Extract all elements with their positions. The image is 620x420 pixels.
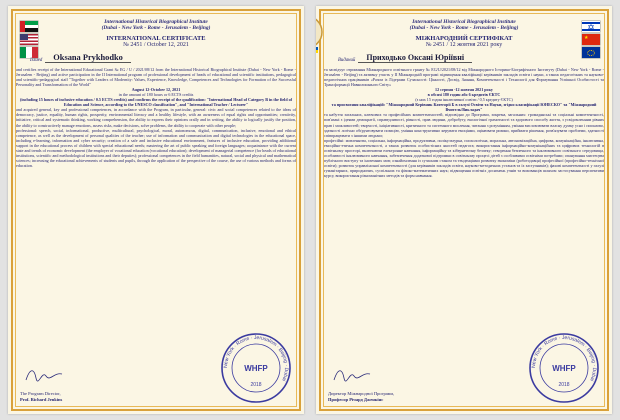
signature-icon	[24, 366, 64, 384]
inclusive-hours: (з них 15 годин інклюзивної освіти / 0,5 кредиту ЄКТС)	[415, 97, 513, 103]
issued-label: Issued	[30, 58, 43, 63]
certificate-body	[324, 67, 604, 178]
seal-ring-text: New York · Rome · Jerusalem · Beijing · Dubai	[530, 334, 598, 382]
institute-cities: (Dubai - New York - Rome - Jerusalem - Beijing)	[101, 25, 211, 31]
institute-title: International Historical Biographical Institute	[412, 19, 516, 25]
institute-seal-icon	[220, 332, 292, 404]
program-hours: в обсязі 180 годин або 6 кредитів ЄКТС	[427, 92, 501, 98]
ukrainian-certificate-page	[316, 6, 612, 414]
professional-competences-paragraph: professional: speech, social, informational, productive, multicultural, psychological, moral, autonomous, digital, communication, inclusive, emotional and ethical competence, as well as the development of personal qualities of the teacher; use of information and communication and digital technologies in the educational space, including e-learning, information and cyber security; creation of a safe and inclusive educational environment, features of inclusive education, providing additional support in the educational process of children with special educational needs; mastering the art of public speaking and foreign languages; acquaintance with the current state and trends of economic development (the employer of vocational education (vocational education); development of managerial competence (for heads of educational institutions, scientific and methodological institutions and their deputies); professional competences in the field humanities, natural, social and physical and mathematical sciences; increasing the educational achievements of students and pupils, through the application of the perspective of the course, the use of various methods and forms of education.	[16, 127, 296, 168]
signature-block	[20, 391, 62, 402]
signer-name: Професор Річард Дженкінс	[328, 396, 384, 402]
seal-ring-text: New York · Rome · Jerusalem · Beijing · Dubai	[222, 334, 290, 382]
certificate-title	[16, 35, 296, 48]
english-certificate-page	[8, 6, 304, 414]
program-hours: in the amount of 180 hours or 6 ECTS credits	[118, 92, 194, 98]
institute-header	[62, 19, 250, 31]
recipient-name: Oksana Prykhodko	[45, 53, 131, 63]
program-dates: August 12-October 12, 2021	[131, 87, 181, 93]
israel-flag-icon	[582, 21, 600, 32]
certificate-body	[16, 67, 296, 168]
program-dates: 12 серпня -12 жовтня 2021 року	[435, 87, 493, 93]
grant-paragraph: та засвідчує отримання Міжнародного освітнього гранту № EG/U/2021/08/12 від Міжнародного Історико-Біографічного Інституту (Dubai - New York - Rome - Jerusalem - Beijing) та активну участь у ІІ Міжнародній програмі підвищення кваліфікації керівників закладів освіти і науки, а також педагогічних та науково-педагогічних працівників «Разом із Лідерами Сучасності: Цінності, Досвід, Знання, Компетентності і Технології для Формування Успішної Особистості та Трансформації Навколишнього Світу»	[324, 67, 604, 88]
seal-center-text: WHFP	[244, 364, 268, 373]
institute-header	[370, 19, 558, 31]
certificate-number: № 2451 / October 12, 2021	[123, 42, 189, 48]
institute-cities: (Dubai - New York - Rome - Jerusalem - Beijing)	[409, 25, 519, 31]
general-competences-paragraph: and acquired general, key and professional competences, in accordance with the Program, in particular, general: civic and social competences related to the ideas of democracy, justice, equality, human rights, prosperity, environmental literacy and a healthy lifestyle, with an awareness of equal rights and opportunities; creativity, initiative, critical and systematic thinking, working comprehension, the ability to express their opinions orally and in writing, the ability to logically justify the position, the ability to constructively manage emotions, assess risks, make decisions, solve problems, the ability to cooperate with other people;	[16, 107, 296, 128]
seal-center-text: WHFP	[552, 364, 576, 373]
seal-year: 2018	[558, 382, 570, 388]
signer-role: Директор Міжнародної Програми,	[328, 391, 395, 396]
institute-seal-icon	[528, 332, 600, 404]
uae-flag-icon	[20, 21, 38, 32]
china-flag-icon: ★	[582, 34, 600, 45]
certificate-number: № 2451 / 12 жовтня 2021 року	[425, 42, 503, 48]
issued-label: Виданий	[338, 58, 356, 63]
professional-competences-paragraph: професійні: мовленнєва, соціальна, інформаційна, продуктивна, полікультурна, психологічна, моральна, автономізаційна, цифрова, комунікаційна, інклюзивна, емоційно-етична компетентності, а також розвиток особистісних якостей педагога; використання інформаційно-комунікаційних та цифрових технологій в освітньому просторі, включаючи електронне навчання, інформаційну та кібернетичну безпеку; створення безпечного та інклюзивного освітнього середовища, особливості інклюзивного навчання, забезпечення додаткової підтримки в освітньому процесі дітей з особливими освітніми потребами; опанування мистецтва публічного виступу та іноземних мов; ознайомлення із сучасним станом та тенденціями розвитку економіки (роботодавця) професійної (професійно-технічної освіти); розвиток управлінської компетентності (для керівників закладів освіти, науково-методичних установ та їх заступників); фахові компетентності у галузі гуманітарних, природничих, суспільних та фізико-математичних наук; підвищення освітніх досягнень учнів та вихованців шляхом застосування перспективи курсу, використання різноманітних методів та форм навчання.	[324, 137, 604, 178]
issued-row	[338, 53, 604, 63]
recipient-name: Приходько Оксані Юріївні	[358, 53, 472, 63]
certificate-title	[324, 35, 604, 48]
signature-icon	[332, 366, 372, 384]
signature-block	[328, 391, 394, 402]
seal-year: 2018	[250, 382, 262, 388]
grant-paragraph: and certifies receipt of the International Educational Grant № EG / U / 2021/08/12 from the International Historical Biographical Institute (Dubai - New York - Rome - Jerusalem - Beijing) and active participation in the II International program of professional development of heads of educational and scientific institutions, pedagogical and scientific-pedagogical staff "Together with Leaders of Modernity: Values, Experience, Knowledge, Competences and Technologies for Formation of the Successful Personality and Transformation of the World"	[16, 67, 296, 88]
institute-logo-icon	[316, 15, 324, 53]
issued-row	[30, 53, 296, 63]
institute-title: International Historical Biographical Institute	[104, 19, 208, 25]
certificate-title-text: МІЖНАРОДНИЙ СЕРТИФІКАТ	[415, 35, 513, 42]
general-competences-paragraph: та набуття загальних, ключових та професійних компетентностей, відповідно до Програми, зокрема, загальних: громадянські та соціальні компетентності, пов'язані з ідеями демократії, справедливості, рівності, прав людини, добробуту, екологічної грамотності та здорового способу життя, з усвідомленням рівних прав і можливостей; творчості, ініціативності, критичного та системного мислення, читання з розумінням, уміння висловлювати власну думку усно і письмово, здатності логічно обґрунтовувати позицію, уміння конструктивно керувати емоціями, оцінювати ризики, приймати рішення, розв'язувати проблеми, здатності співпрацювати з іншими людьми;	[324, 112, 604, 138]
certificate-title-text: INTERNATIONAL CERTIFICATE	[106, 35, 206, 42]
signer-role: The Program Director,	[20, 391, 61, 396]
signer-name: Prof. Richard Jenkins	[20, 396, 63, 402]
qualification-paragraph: (including 15 hours of inclusive education / 0.5 ECTS credits) and confirms the receipt of the qualification: "International Head of Category B in the field of Education and Science, according to the UNESCO classification", and "International Teacher / Lecturer"	[19, 97, 293, 108]
qualification-paragraph: та присвоєння кваліфікацій: "Міжнародний Керівник Категорії Б в галузі Освіти та Науки, згідно класифікації ЮНЕСКО" та "Міжнародний Вчитель/Викладач"	[331, 102, 597, 113]
